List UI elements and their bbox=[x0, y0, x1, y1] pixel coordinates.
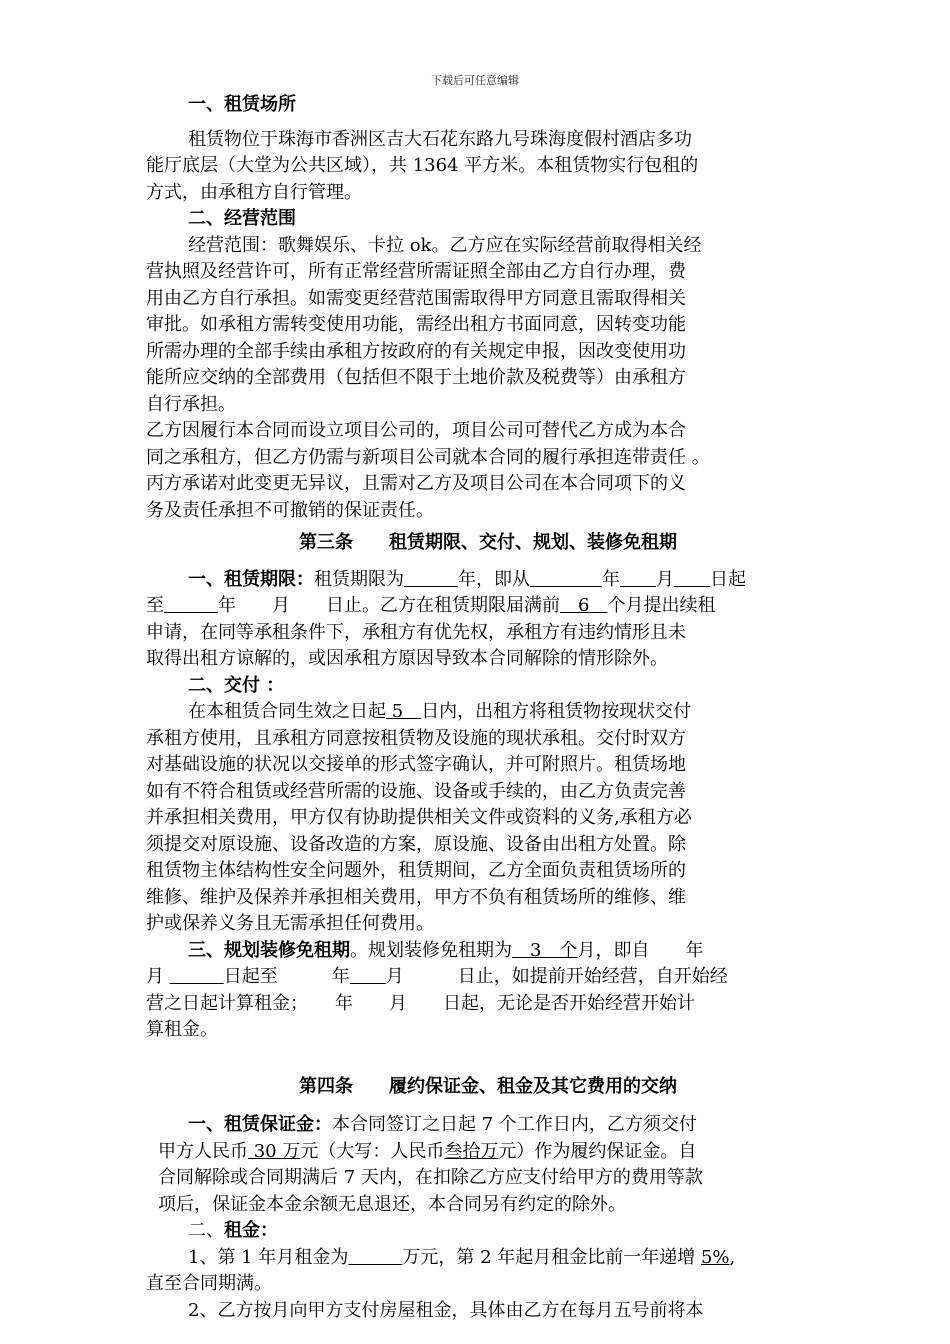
text-span: 年 bbox=[602, 568, 620, 590]
page-header: 下载后可任意编辑 bbox=[431, 74, 519, 87]
paragraph-line bbox=[146, 964, 830, 991]
article-4-title: 第四条 履约保证金、租金及其它费用的交纳 bbox=[299, 1075, 677, 1097]
paragraph-line bbox=[146, 593, 830, 620]
paragraph-line: 方式，由承租方自行管理。 bbox=[146, 181, 362, 203]
blank-field bbox=[164, 595, 218, 616]
text-span: 月 bbox=[656, 568, 674, 590]
paragraph-line: 合同解除或合同期满后 7 天内，在扣除乙方应支付给甲方的费用等款 bbox=[158, 1167, 703, 1188]
section-title-rental-premises: 一、租赁场所 bbox=[188, 94, 296, 115]
paragraph-line: 能所应交纳的全部费用（包括但不限于土地价款及税费等）由承租方 bbox=[146, 367, 686, 388]
text-span: 元（大写：人民币 bbox=[300, 1140, 445, 1162]
fitout-label: 三、规划装修免租期 bbox=[188, 939, 350, 961]
paragraph-line bbox=[146, 1245, 830, 1272]
text-span: 月，即自 年 bbox=[577, 939, 704, 961]
article-3-title: 第三条 租赁期限、交付、规划、装修免租期 bbox=[299, 532, 677, 553]
paragraph-line: 算租金。 bbox=[146, 1019, 218, 1040]
deposit-amount-words: 叁拾万 bbox=[444, 1140, 499, 1162]
paragraph-line: 项后，保证金本金余额无息退还，本合同另有约定的除外。 bbox=[158, 1193, 626, 1215]
paragraph-line: 能厅底层（大堂为公共区域），共 1364 平方米。本租赁物实行包租的 bbox=[146, 155, 699, 176]
text-span: 万元，第 2 年起月租金比前一年递增 bbox=[402, 1246, 701, 1268]
text-span: 个月提出续租 bbox=[607, 595, 716, 616]
paragraph-line bbox=[146, 699, 830, 726]
paragraph-line: 护或保养义务且无需承担任何费用。 bbox=[146, 913, 434, 934]
paragraph-line: 2、乙方按月向甲方支付房屋租金，具体由乙方在每月五号前将本 bbox=[188, 1299, 704, 1321]
text-span: 甲方人民币 bbox=[158, 1140, 248, 1162]
text-span: 租金： bbox=[224, 1220, 278, 1241]
rent-label bbox=[146, 1218, 830, 1245]
paragraph-line: 用由乙方自行承担。如需变更经营范围需取得甲方同意且需取得相关 bbox=[146, 287, 686, 309]
paragraph-line: 丙方承诺对此变更无异议，且需对乙方及项目公司在本合同项下的义 bbox=[146, 473, 686, 494]
text-span: 日起 bbox=[710, 568, 746, 590]
lease-term-label: 一、租赁期限： bbox=[188, 568, 314, 590]
renewal-months-value: 6 bbox=[560, 595, 608, 616]
paragraph-line bbox=[146, 1139, 830, 1166]
blank-field bbox=[170, 966, 224, 987]
paragraph-line: 务及责任承担不可撤销的保证责任。 bbox=[146, 499, 434, 521]
text-span: 本合同签订之日起 7 个工作日内，乙方须交付 bbox=[332, 1114, 697, 1135]
paragraph-line: 租赁物主体结构性安全问题外，租赁期间，乙方全面负责租赁场所的 bbox=[146, 860, 686, 881]
delivery-days-value: 5 bbox=[386, 701, 422, 722]
deposit-label: 一、租赁保证金： bbox=[188, 1114, 332, 1135]
text-span: 。规划装修免租期为 bbox=[350, 939, 512, 961]
paragraph-line: 租赁物位于珠海市香洲区吉大石花东路九号珠海度假村酒店多功 bbox=[188, 128, 692, 150]
deposit-line bbox=[146, 1112, 830, 1139]
text-span: 元）作为履约保证金。自 bbox=[498, 1140, 697, 1162]
paragraph-line: 须提交对原设施、设备改造的方案，原设施、设备由出租方处置。除 bbox=[146, 833, 686, 855]
text-span: 月 bbox=[146, 966, 164, 987]
rent-increase-value: 5% bbox=[700, 1246, 730, 1268]
blank-field bbox=[350, 966, 386, 987]
paragraph-line: 所需办理的全部手续由承租方按政府的有关规定申报，因改变使用功 bbox=[146, 340, 686, 362]
text-span: 年，即从 bbox=[458, 568, 530, 590]
paragraph-line: 取得出租方谅解的，或因承租方原因导致本合同解除的情形除外。 bbox=[146, 648, 668, 669]
text-span: 1、第 1 年月租金为 bbox=[188, 1246, 349, 1268]
text-span: , bbox=[729, 1246, 736, 1268]
text-span: 日内，出租方将租赁物按现状交付 bbox=[421, 701, 692, 722]
text-span: 二、 bbox=[188, 1220, 224, 1241]
paragraph-line: 自行承担。 bbox=[146, 393, 236, 415]
blank-field bbox=[348, 1247, 402, 1268]
text-span: 年 月 日止。乙方在租赁期限届满前 bbox=[218, 595, 560, 616]
paragraph-line: 同之承租方，但乙方仍需与新项目公司就本合同的履行承担连带责任 。 bbox=[146, 446, 710, 468]
deposit-amount-value: 30 万 bbox=[248, 1140, 301, 1162]
text-span: 在本租赁合同生效之日起 bbox=[188, 701, 386, 722]
lease-term-line bbox=[146, 567, 830, 594]
paragraph-line: 乙方因履行本合同而设立项目公司的，项目公司可替代乙方成为本合 bbox=[146, 420, 686, 441]
paragraph-line: 审批。如承租方需转变使用功能，需经出租方书面同意，因转变功能 bbox=[146, 314, 686, 335]
paragraph-line: 维修、维护及保养并承担相关费用，甲方不负有租赁场所的维修、维 bbox=[146, 886, 686, 908]
blank-field bbox=[674, 569, 710, 590]
paragraph-line: 经营范围：歌舞娱乐、卡拉 ok。乙方应在实际经营前取得相关经 bbox=[188, 234, 702, 256]
paragraph-line: 营之日起计算租金； 年 月 日起，无论是否开始经营开始计 bbox=[146, 992, 695, 1014]
fitout-months-value: 3 个 bbox=[512, 939, 578, 961]
paragraph-line: 并承担相关费用，甲方仅有协助提供相关文件或资料的义务,承租方必 bbox=[146, 807, 692, 828]
text-span: 租赁期限为 bbox=[314, 568, 404, 590]
blank-field bbox=[404, 569, 458, 590]
delivery-label: 二、交付 ： bbox=[188, 674, 285, 696]
fitout-period-line bbox=[146, 938, 830, 965]
text-span: 月 日止，如提前开始经营，自开始经 bbox=[385, 966, 728, 987]
paragraph-line: 对基础设施的状况以交接单的形式签字确认，并可附照片。租赁场地 bbox=[146, 754, 686, 775]
document-body bbox=[146, 92, 830, 1324]
blank-field bbox=[620, 569, 656, 590]
text-span: 至 bbox=[146, 595, 164, 616]
paragraph-line: 申请，在同等承租条件下，承租方有优先权，承租方有违约情形且未 bbox=[146, 621, 686, 643]
section-title-business-scope: 二、经营范围 bbox=[188, 208, 296, 229]
paragraph-line: 直至合同期满。 bbox=[146, 1273, 272, 1294]
paragraph-line: 如有不符合租赁或经营所需的设施、设备或手续的，由乙方负责完善 bbox=[146, 780, 686, 802]
text-span: 日起至 年 bbox=[223, 966, 350, 987]
blank-field bbox=[530, 569, 602, 590]
paragraph-line: 营执照及经营许可，所有正常经营所需证照全部由乙方自行办理，费 bbox=[146, 261, 686, 282]
paragraph-line: 承租方使用，且承租方同意按租赁物及设施的现状承租。交付时双方 bbox=[146, 727, 686, 749]
